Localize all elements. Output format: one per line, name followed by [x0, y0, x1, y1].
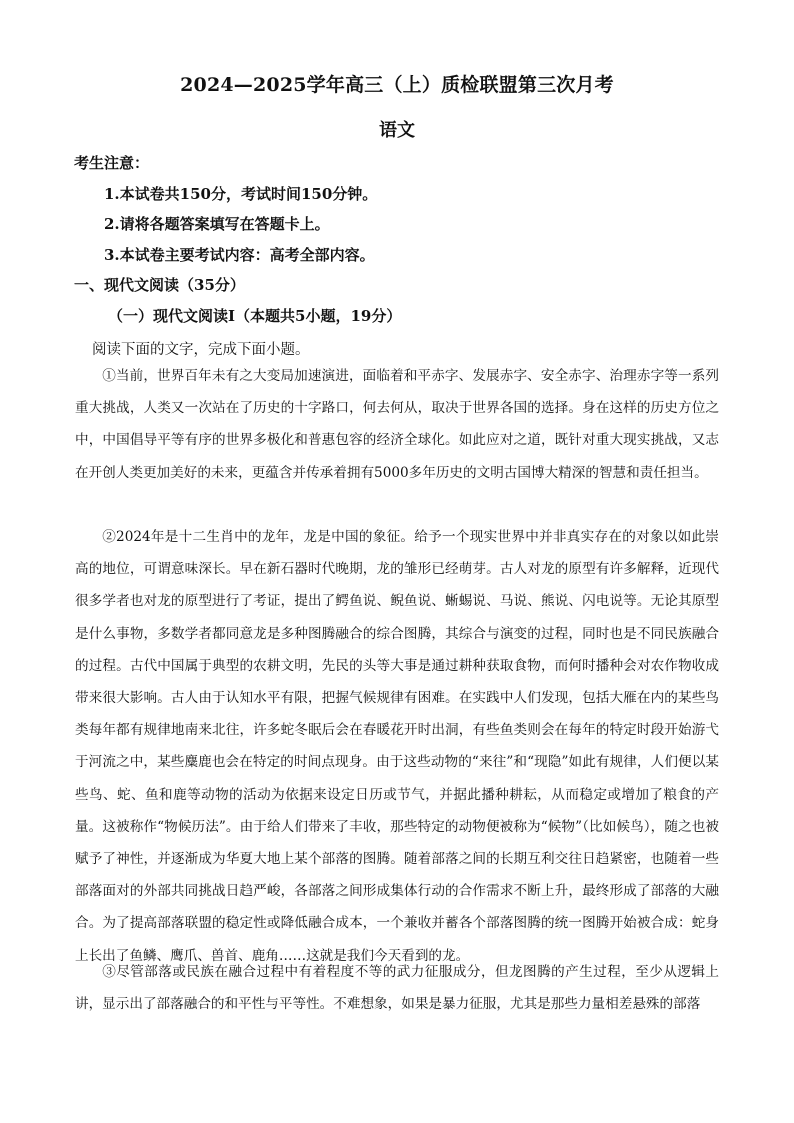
paragraph-2: ②2024年是十二生肖中的龙年，龙是中国的象征。给予一个现实世界中并非真实存在的对象以如此崇高的地位，可谓意味深长。早在新石器时代晚期，龙的雏形已经萌芽。古人对龙的原型有许多解释，近现代很多学者也对龙的原型进行了考证，提出了鳄鱼说、鲵鱼说、蜥蜴说、马说、熊说、闪电说等。无论其原型是什么事物，多数学者都同意龙是多种图腾融合的综合图腾，其综合与演变的过程，同时也是不同民族融合的过程。古代中国属于典型的农耕文明，先民的头等大事是通过耕种获取食物，而何时播种会对农作物收成带来很大影响。古人由于认知水平有限，把握气候规律有困难。在实践中人们发现，包括大雁在内的某些鸟类每年都有规律地南来北往，许多蛇冬眠后会在春暖花开时出洞，有些鱼类则会在每年的特定时段开始游弋于河流之中，某些麋鹿也会在特定的时间点现身。由于这些动物的“来往”和“现隐”如此有规律，人们便以某些鸟、蛇、鱼和鹿等动物的活动为依据来设定日历或节气，并据此播种耕耘，从而稳定或增加了粮食的产量。这被称作“物候历法”。由于给人们带来了丰收，那些特定的动物便被称为“候物”（比如候鸟），随之也被赋予了神性，并逐渐成为华夏大地上某个部落的图腾。随着部落之间的长期互利交往日趋紧密，也随着一些部落面对的外部共同挑战日趋严峻，各部落之间形成集体行动的合作需求不断上升，最终形成了部落的大融合。为了提高部落联盟的稳定性或降低融合成本，一个兼收并蓄各个部落图腾的统一图腾开始被合成：蛇身上长出了鱼鳞、鹰爪、兽首、鹿角……这就是我们今天看到的龙。	[75, 529, 719, 964]
notice-item-2: 2.请将各题答案填写在答题卡上。	[104, 215, 330, 233]
paragraph-3: ③尽管部落或民族在融合过程中有着程度不等的武力征服成分，但龙图腾的产生过程，至少从逻辑上讲，显示出了部落融合的和平性与平等性。不难想象，如果是暴力征服，尤其是那些力量相差悬殊的部落	[75, 964, 719, 1013]
paragraph-1: ①当前，世界百年未有之大变局加速演进，面临着和平赤字、发展赤字、安全赤字、治理赤字等一系列重大挑战，人类又一次站在了历史的十字路口，何去何从，取决于世界各国的选择。身在这样的历史方位之中，中国倡导平等有序的世界多极化和普惠包容的经济全球化。如此应对之道，既针对重大现实挑战，又志在开创人类更加美好的未来，更蕴含并传承着拥有5000多年历史的文明古国博大精深的智慧和责任担当。	[75, 368, 719, 481]
notice-heading: 考生注意：	[74, 154, 150, 172]
section-heading: 一、现代文阅读（35分）	[74, 276, 245, 294]
subsection-heading: （一）现代文阅读Ⅰ（本题共5小题，19分）	[108, 307, 402, 325]
notice-item-3: 3.本试卷主要考试内容：高考全部内容。	[104, 246, 375, 264]
reading-instruction: 阅读下面的文字，完成下面小题。	[92, 342, 310, 358]
notice-item-1: 1.本试卷共150分，考试时间150分钟。	[104, 185, 378, 203]
exam-title: 2024—2025学年高三（上）质检联盟第三次月考	[180, 74, 614, 96]
subject-title: 语文	[379, 120, 415, 141]
